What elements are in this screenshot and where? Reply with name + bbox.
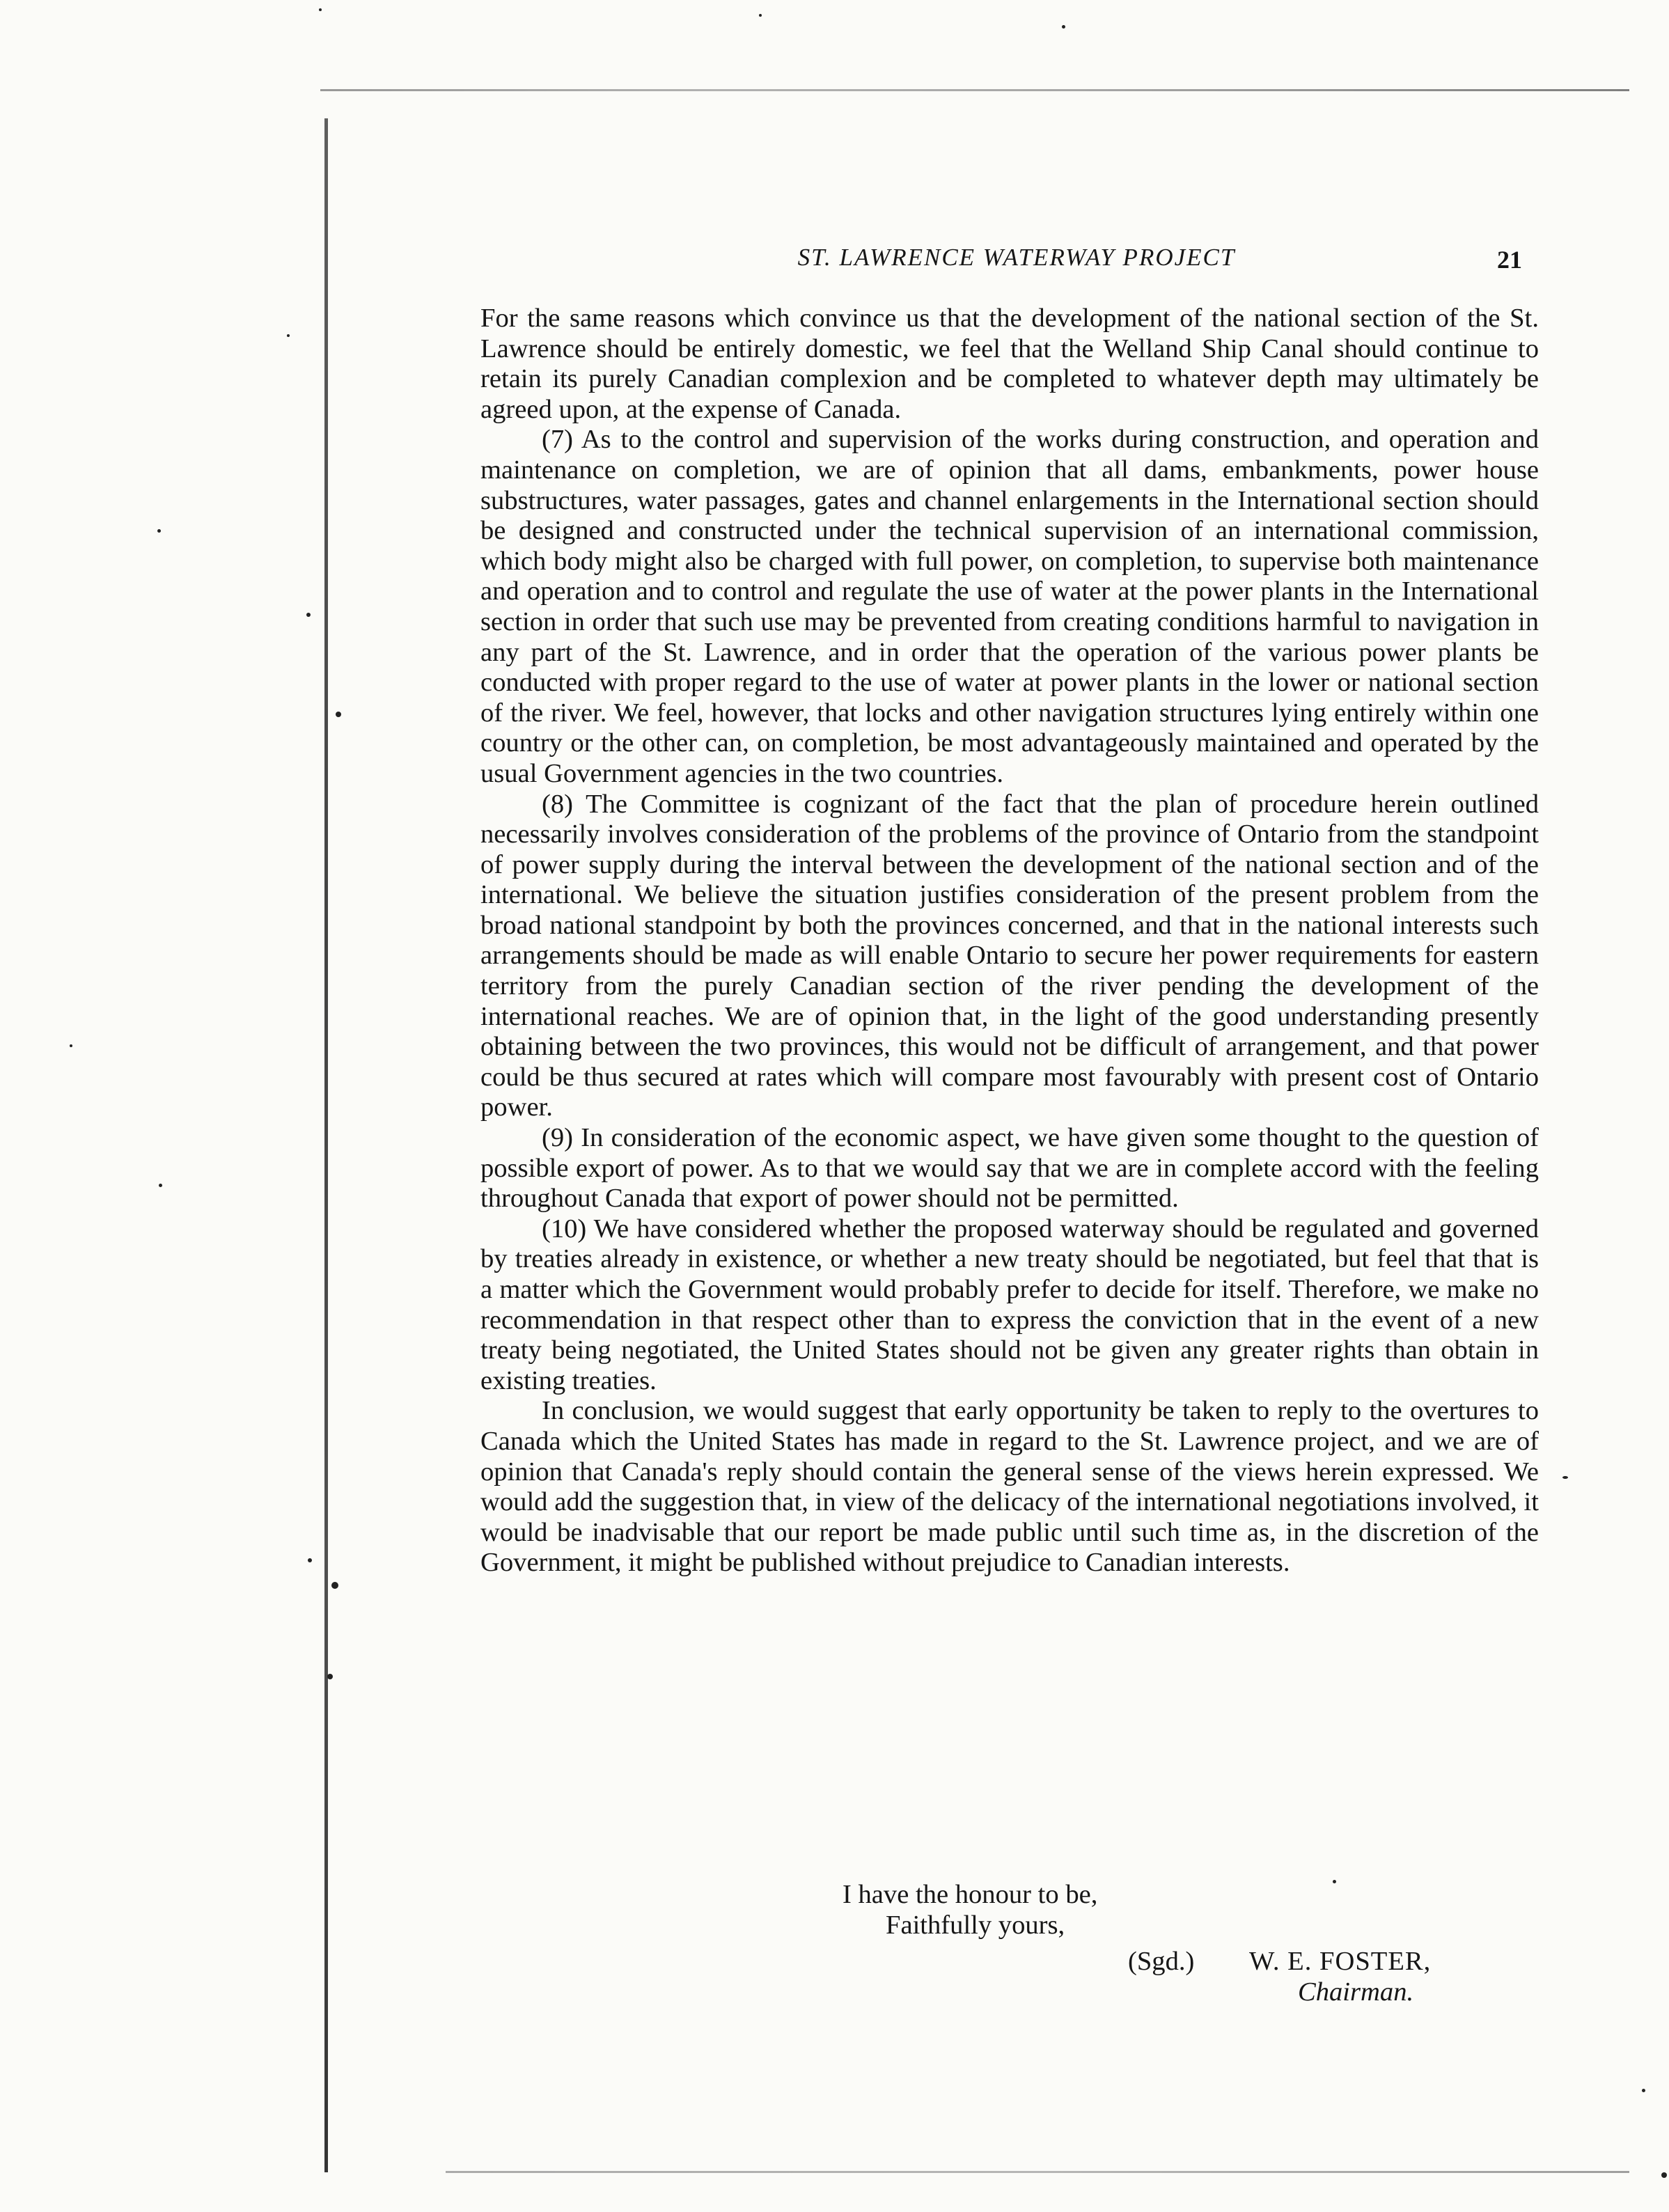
scan-speck bbox=[308, 1558, 312, 1562]
scan-speck bbox=[336, 712, 341, 717]
paragraph-10: (10) We have considered whether the proposed waterway should be regulated and governed by treaties already in existence, or whether a new treaty should be negotiated, but feel that that is a matter which the Government would probably prefer to decide for itself. Therefore, we make no recommendation in that respect other than to express the conviction that in the event of a new treaty being negotiated, the United States should not be given any greater rights than obtain in existing treaties. bbox=[480, 1214, 1539, 1395]
scan-speck bbox=[159, 1184, 162, 1187]
scan-speck bbox=[319, 8, 322, 11]
paragraph-7: (7) As to the control and supervision of the works during construction, and operation and maintenance on completion, we are of opinion that all dams, embankments, power house substructures, water passages, gates and channel enlargements in the International section should be designed and constructed under the technical supervision of an international commission, which body might also be charged with full power, on completion, to supervise both maintenance and operation and to control and regulate the use of water at the power plants in the International section in order that such use may be prevented from creating conditions harmful to navigation in any part of the St. Lawrence, and in order that the operation of the various power plants be conducted with proper regard to the use of water at power plants in the lower or national section of the river. We feel, however, that locks and other navigation structures lying entirely within one country or the other can, on completion, be most advantageously maintained and operated by the usual Government agencies in the two countries. bbox=[480, 425, 1539, 788]
paragraph-9: (9) In consideration of the economic aspect, we have given some thought to the question of possible export of power. As to that we would say that we are in complete accord with the feeling throughout Canada that export of power should not be permitted. bbox=[480, 1123, 1539, 1214]
scan-speck bbox=[759, 14, 762, 17]
scan-speck bbox=[70, 1044, 72, 1047]
signed-mark: (Sgd.) bbox=[1128, 1947, 1195, 1976]
body-text bbox=[480, 304, 1539, 1578]
signatory-name: W. E. FOSTER, bbox=[1249, 1947, 1432, 1976]
running-head-title: ST. LAWRENCE WATERWAY PROJECT bbox=[797, 244, 1236, 271]
paragraph-welland: For the same reasons which convince us that the development of the national section of the St. Lawrence should be entirely domestic, we feel that the Welland Ship Canal should continue to retain its purely Canadian complexion and be completed to whatever depth may ultimately be agreed upon, at the expense of Canada. bbox=[480, 304, 1539, 424]
closing-honour-line: I have the honour to be, bbox=[843, 1880, 1098, 1909]
paragraph-8: (8) The Committee is cognizant of the fact that the plan of procedure herein outlined necessarily involves consideration of the problems of the province of Ontario from the standpoint of power supply during the interval between the development of the national section and of the international. We believe the situation justifies consideration of the present problem from the broad national standpoint by both the provinces concerned, and that in the national interests such arrangements should be made as will enable Ontario to secure her power requirements for eastern territory from the purely Canadian section of the river pending the development of the international reaches. We are of opinion that, in the light of the good understanding presently obtaining between the two provinces, this would not be difficult of arrangement, and that power could be thus secured at rates which will compare most favourably with present cost of Ontario power. bbox=[480, 789, 1539, 1122]
page-number: 21 bbox=[1497, 246, 1522, 274]
scan-speck bbox=[327, 1674, 333, 1679]
scan-speck bbox=[331, 1582, 338, 1589]
scan-speck bbox=[306, 613, 311, 617]
scan-speck bbox=[1562, 1476, 1568, 1479]
signatory-title: Chairman. bbox=[1298, 1977, 1414, 2007]
scan-top-edge-line bbox=[320, 89, 1629, 91]
scan-speck bbox=[157, 529, 161, 533]
scan-speck bbox=[287, 334, 290, 337]
binding-margin-line bbox=[324, 118, 328, 2172]
paragraph-conclusion: In conclusion, we would suggest that early opportunity be taken to reply to the overtures to Canada which the United States has made in regard to the St. Lawrence project, and we are of opinion that Canada's reply should contain the general sense of the views herein expressed. We would add the suggestion that, in view of the delicacy of the international negotiations involved, it would be inadvisable that our report be made public until such time as, in the discretion of the Government, it might be published without prejudice to Canadian interests. bbox=[480, 1396, 1539, 1578]
scan-speck bbox=[1062, 25, 1065, 29]
scan-bottom-edge-line bbox=[446, 2171, 1629, 2173]
scan-speck bbox=[1661, 2172, 1667, 2178]
scan-speck bbox=[1642, 2089, 1645, 2092]
scan-speck bbox=[1333, 1880, 1336, 1883]
closing-valediction: Faithfully yours, bbox=[886, 1911, 1065, 1940]
